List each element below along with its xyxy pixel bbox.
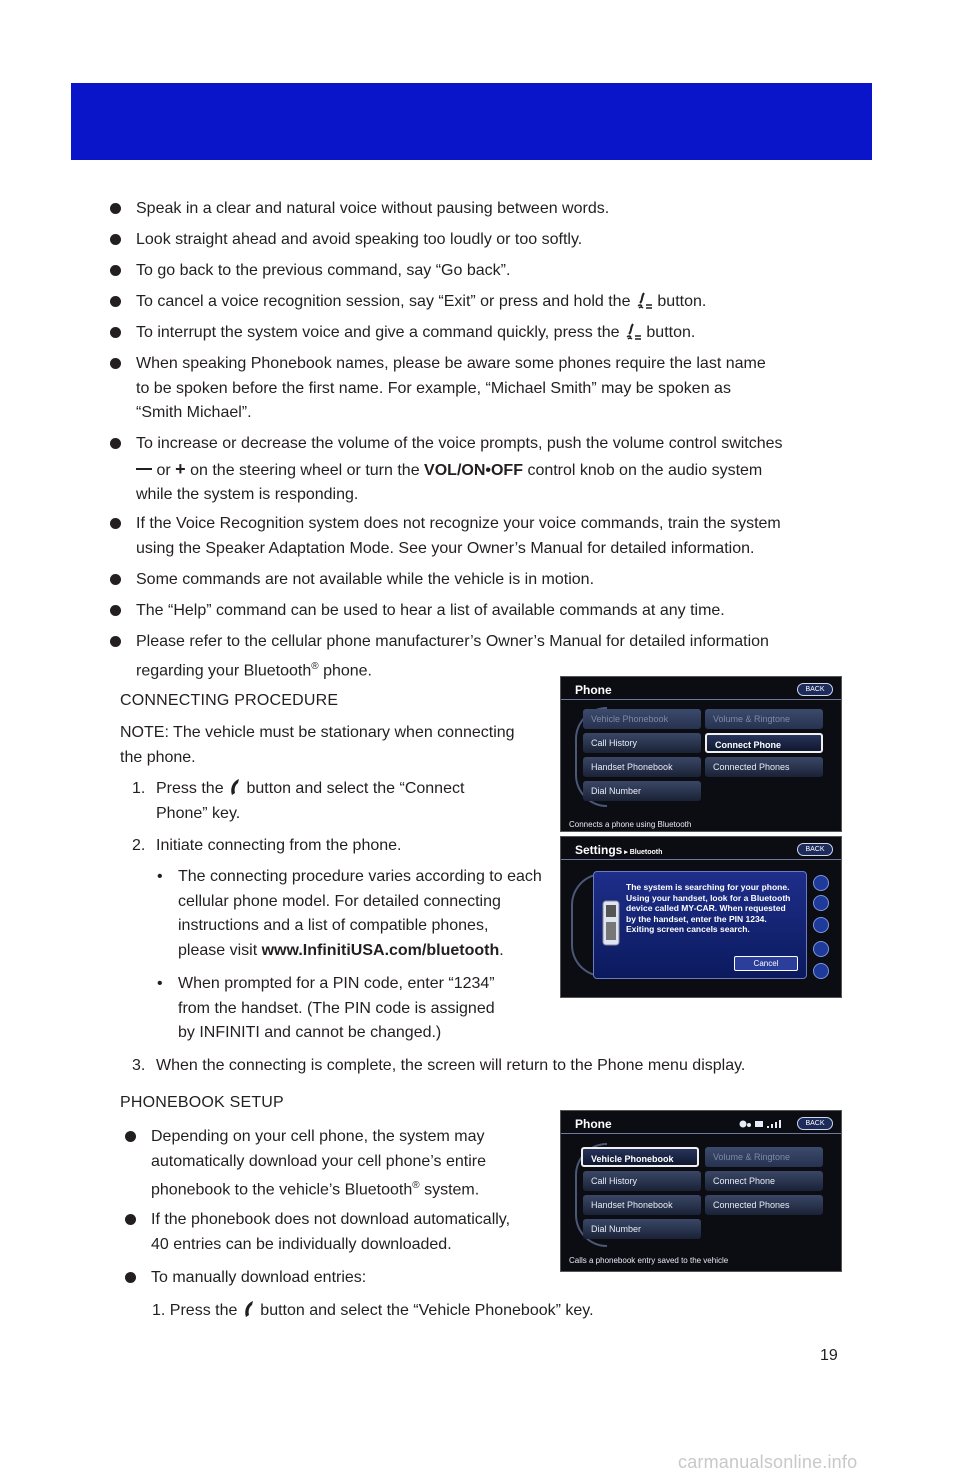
side-control-icon[interactable] bbox=[813, 895, 829, 911]
connected-phones-key[interactable]: Connected Phones bbox=[705, 1195, 823, 1215]
handset-icon bbox=[602, 900, 620, 946]
handset-phonebook-key[interactable]: Handset Phonebook bbox=[583, 1195, 701, 1215]
bullet-dot bbox=[110, 296, 121, 307]
talk-button-icon bbox=[624, 321, 642, 341]
phone-menu-screen-vehicle-phonebook bbox=[560, 1110, 842, 1272]
dial-number-key[interactable]: Dial Number bbox=[583, 781, 701, 801]
vehicle-phonebook-key[interactable]: Vehicle Phonebook bbox=[583, 709, 701, 729]
phonebook-bullet: Depending on your cell phone, the system may automatically download your cell phone’s entire phonebook to the vehicle’s Bluetooth® system. bbox=[151, 1125, 541, 1203]
screen-title: Settings ▸ Bluetooth bbox=[575, 843, 663, 857]
talk-button-icon bbox=[635, 290, 653, 310]
phonebook-step-1: 1. Press the button and select the “Vehicle Phonebook” key. bbox=[152, 1302, 594, 1319]
bullet-dot bbox=[125, 1131, 136, 1142]
bluetooth-url[interactable]: www.InfinitiUSA.com/bluetooth bbox=[261, 941, 500, 959]
page-number: 19 bbox=[820, 1347, 838, 1364]
connect-phone-key[interactable]: Connect Phone bbox=[705, 733, 823, 753]
step-1: Press the button and select the “Connect Phone” key. bbox=[156, 780, 465, 822]
vehicle-phonebook-key[interactable]: Vehicle Phonebook bbox=[581, 1147, 699, 1167]
side-control-icon[interactable] bbox=[813, 917, 829, 933]
bullet-dot bbox=[125, 1214, 136, 1225]
back-button[interactable]: BACK bbox=[797, 1117, 833, 1130]
step-number: 1. bbox=[132, 780, 146, 797]
watermark: carmanualsonline.info bbox=[678, 1452, 858, 1472]
tip-bullet: To cancel a voice recognition session, say “Exit” or press and hold the button. bbox=[136, 290, 826, 315]
phonebook-heading: PHONEBOOK SETUP bbox=[120, 1094, 284, 1111]
step-number: 2. bbox=[132, 837, 146, 854]
bullet-dot bbox=[110, 518, 121, 529]
volume-ringtone-key[interactable]: Volume & Ringtone bbox=[705, 1147, 823, 1167]
phone-menu-screen bbox=[560, 676, 842, 832]
connect-phone-key[interactable]: Connect Phone bbox=[705, 1171, 823, 1191]
bluetooth-search-screen bbox=[560, 836, 842, 998]
side-control-icon[interactable] bbox=[813, 875, 829, 891]
search-message: The system is searching for your phone. Using your handset, look for a Bluetooth device called MY-CAR. When requested by the handset, enter the PIN 1234. Exiting screen cancels search. bbox=[626, 882, 791, 934]
plus-icon: + bbox=[175, 458, 186, 479]
step-number: 3. bbox=[132, 1057, 146, 1074]
header-bar bbox=[71, 83, 872, 160]
tip-bullet: To increase or decrease the volume of the voice prompts, push the volume control switches or + on the steering wheel or turn the VOL/ON•OFF control knob on the audio system while the system is responding. bbox=[136, 432, 826, 508]
dial-number-key[interactable]: Dial Number bbox=[583, 1219, 701, 1239]
phonebook-bullet: If the phonebook does not download automatically, 40 entries can be individually downloaded. bbox=[151, 1208, 551, 1257]
tip-bullet: Look straight ahead and avoid speaking too loudly or too softly. bbox=[136, 228, 826, 253]
sub-bullet: • The connecting procedure varies according to each cellular phone model. For detailed connecting instructions and a list of compatible phones, please visit www.InfinitiUSA.com/bluetooth. bbox=[157, 868, 542, 959]
bullet-dot bbox=[125, 1272, 136, 1283]
status-bar: Calls a phonebook entry saved to the vehicle bbox=[569, 1256, 729, 1265]
tip-bullet: If the Voice Recognition system does not recognize your voice commands, train the system using the Speaker Adaptation Mode. See your Owner’s Manual for detailed information. bbox=[136, 512, 826, 561]
back-button[interactable]: BACK bbox=[797, 843, 833, 856]
bullet-dot bbox=[110, 605, 121, 616]
signal-status-icon bbox=[739, 1119, 785, 1129]
screen-title: Phone bbox=[575, 1117, 612, 1131]
back-button[interactable]: BACK bbox=[797, 683, 833, 696]
phone-button-icon bbox=[228, 778, 242, 796]
status-bar: Connects a phone using Bluetooth bbox=[569, 820, 692, 829]
cancel-button[interactable]: Cancel bbox=[734, 956, 798, 971]
tip-bullet: To interrupt the system voice and give a command quickly, press the button. bbox=[136, 321, 826, 346]
connected-phones-key[interactable]: Connected Phones bbox=[705, 757, 823, 777]
phone-button-icon bbox=[242, 1300, 256, 1318]
side-control-icon[interactable] bbox=[813, 941, 829, 957]
tip-bullet: The “Help” command can be used to hear a list of available commands at any time. bbox=[136, 599, 826, 624]
handset-phonebook-key[interactable]: Handset Phonebook bbox=[583, 757, 701, 777]
call-history-key[interactable]: Call History bbox=[583, 733, 701, 753]
step-2: Initiate connecting from the phone. bbox=[156, 837, 402, 854]
search-dialog bbox=[593, 871, 807, 979]
bullet-dot bbox=[110, 636, 121, 647]
connecting-heading: CONNECTING PROCEDURE bbox=[120, 692, 339, 709]
bullet-dot bbox=[110, 438, 121, 449]
side-control-icon[interactable] bbox=[813, 963, 829, 979]
screen-title: Phone bbox=[575, 683, 612, 697]
tip-bullet: When speaking Phonebook names, please be aware some phones require the last name to be spoken before the first name. For example, “Michael Smith” may be spoken as “Smith Michael”. bbox=[136, 352, 826, 426]
tip-bullet: Please refer to the cellular phone manufacturer’s Owner’s Manual for detailed information regarding your Bluetooth® phone. bbox=[136, 630, 826, 683]
sub-bullet: • When prompted for a PIN code, enter “1234” from the handset. (The PIN code is assigned by INFINITI and cannot be changed.) bbox=[157, 975, 495, 1041]
step-3: When the connecting is complete, the screen will return to the Phone menu display. bbox=[156, 1057, 746, 1074]
note: NOTE: The vehicle must be stationary when connecting the phone. bbox=[120, 724, 515, 766]
bullet-dot bbox=[110, 265, 121, 276]
tip-bullet: Speak in a clear and natural voice without pausing between words. bbox=[136, 197, 826, 222]
phonebook-bullet: To manually download entries: bbox=[151, 1266, 551, 1291]
bullet-dot bbox=[110, 203, 121, 214]
tip-bullet: Some commands are not available while the vehicle is in motion. bbox=[136, 568, 826, 593]
minus-icon bbox=[136, 468, 152, 470]
tip-bullet: To go back to the previous command, say “Go back”. bbox=[136, 259, 826, 284]
volume-ringtone-key[interactable]: Volume & Ringtone bbox=[705, 709, 823, 729]
bullet-dot bbox=[110, 574, 121, 585]
bullet-dot bbox=[110, 358, 121, 369]
bullet-dot bbox=[110, 327, 121, 338]
call-history-key[interactable]: Call History bbox=[583, 1171, 701, 1191]
bullet-dot bbox=[110, 234, 121, 245]
